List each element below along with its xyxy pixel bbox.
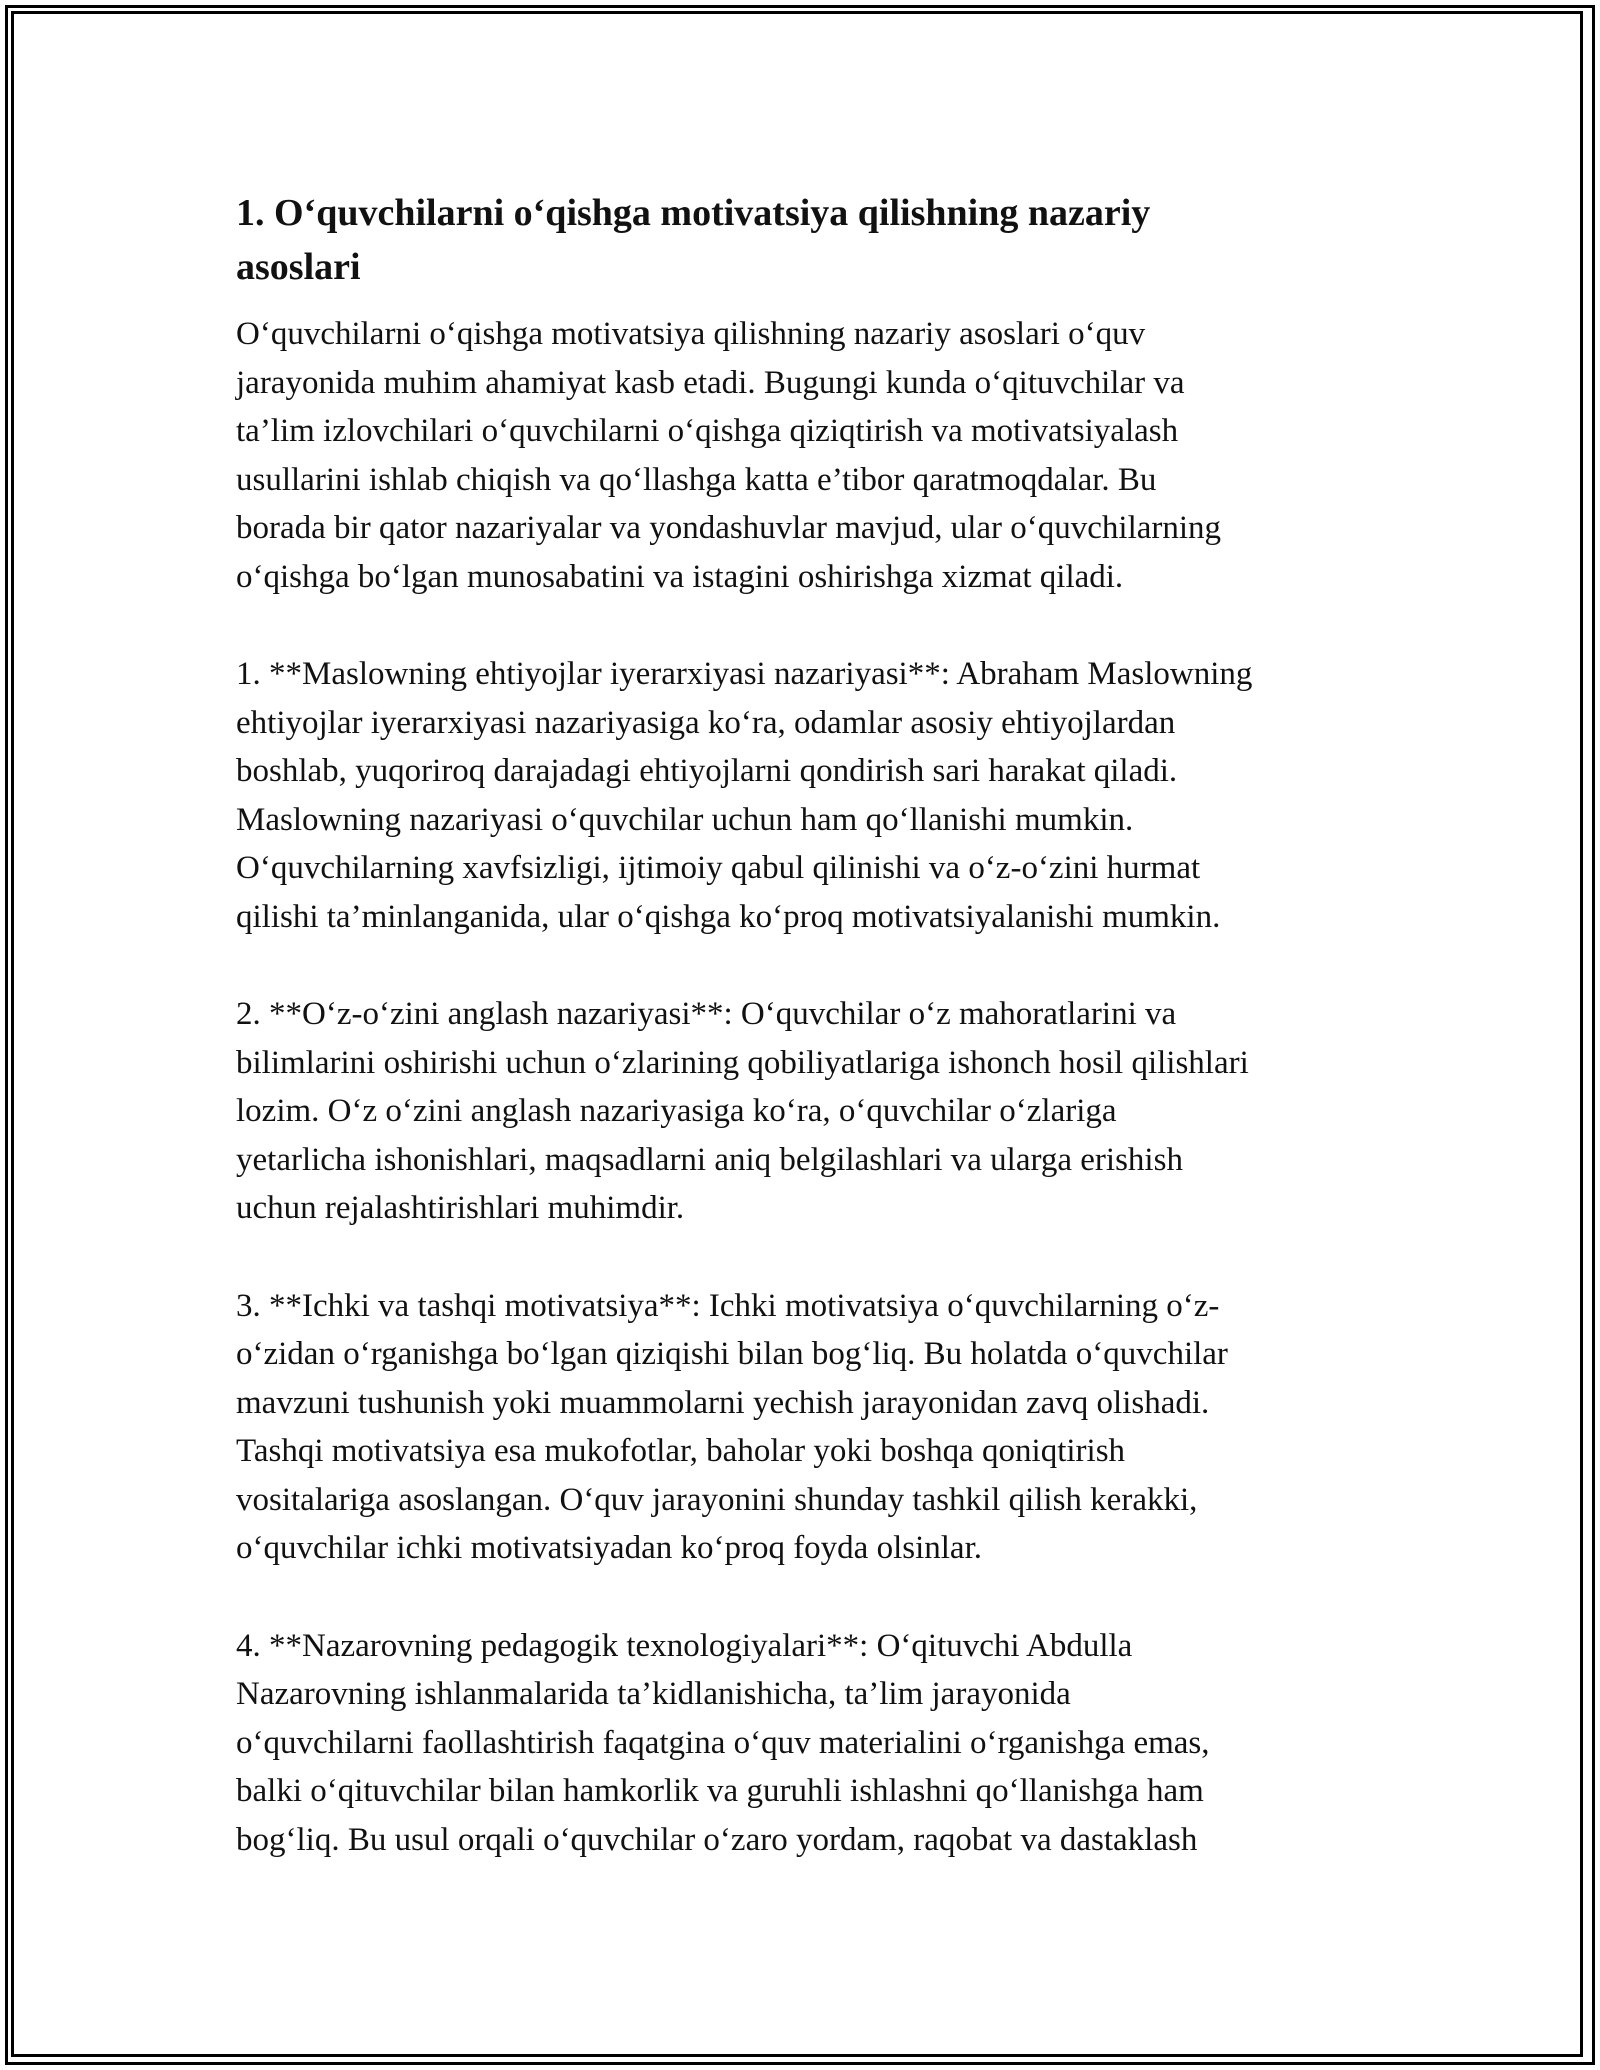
list-item-nazarov: 4. **Nazarovning pedagogik texnologiyalari**: O‘qituvchi Abdulla Nazarovning ishlanmalarida ta’kidlanishicha, ta’lim jarayonida o‘quvchilarni faollashtirish faqatgina o‘quv materialini o‘rganishga emas, balki o‘qituvchilar bilan hamkorlik va guruhli ishlashni qo‘llanishga ham bog‘liq. Bu usul orqali o‘quvchilar o‘zaro yordam, raqobat va dastaklash <box>236 1627 1210 1858</box>
list-item-self-awareness: 2. **O‘z-o‘zini anglash nazariyasi**: O‘quvchilar o‘z mahoratlarini va bilimlarini oshirishi uchun o‘zlarining qobiliyatlariga ishonch hosil qilishlari lozim. O‘z o‘zini anglash nazariyasiga ko‘ra, o‘quvchilar o‘zlariga yetarlicha ishonishlari, maqsadlarni aniq belgilashlari va ularga erishish uchun rejalashtirishlari muhimdir. <box>236 996 1249 1226</box>
intro-paragraph: O‘quvchilarni o‘qishga motivatsiya qilishning nazariy asoslari o‘quv jarayonida muhim ahamiyat kasb etadi. Bugungi kunda o‘qituvchilar va ta’lim izlovchilari o‘quvchilarni o‘qishga qiziqtirish va motivatsiyalash usullarini ishlab chiqish va qo‘llashga katta e’tibor qaratmoqdalar. Bu borada bir qator nazariyalar va yondashuvlar mavjud, ular o‘quvchilarning o‘qishga bo‘lgan munosabatini va istagini oshirishga xizmat qiladi. <box>236 316 1222 595</box>
document-body <box>236 186 1376 1864</box>
list-item-motivation-types: 3. **Ichki va tashqi motivatsiya**: Ichki motivatsiya o‘quvchilarning o‘z- o‘zidan o‘rganishga bo‘lgan qiziqishi bilan bog‘liq. Bu holatda o‘quvchilar mavzuni tushunish yoki muammolarni yechish jarayonidan zavq olishadi. Tashqi motivatsiya esa mukofotlar, baholar yoki boshqa qoniqtirish vositalariga asoslangan. O‘quv jarayonini shunday tashkil qilish kerakki, o‘quvchilar ichki motivatsiyadan ko‘proq foyda olsinlar. <box>236 1287 1228 1566</box>
paragraph-spacer <box>236 601 1376 650</box>
heading-spacer <box>236 294 1376 310</box>
list-item-maslow: 1. **Maslowning ehtiyojlar iyerarxiyasi nazariyasi**: Abraham Maslowning ehtiyojlar iyerarxiyasi nazariyasiga ko‘ra, odamlar asosiy ehtiyojlardan boshlab, yuqoriroq darajadagi ehtiyojlarni qondirish sari harakat qiladi. Maslowning nazariyasi o‘quvchilar uchun ham qo‘llanishi mumkin. O‘quvchilarning xavfsizligi, ijtimoiy qabul qilinishi va o‘z-o‘zini hurmat qilishi ta’minlanganida, ular o‘qishga ko‘proq motivatsiyalanishi mumkin. <box>236 656 1253 935</box>
paragraph-spacer <box>236 941 1376 990</box>
paragraph-spacer <box>236 1233 1376 1282</box>
section-heading: 1. O‘quvchilarni o‘qishga motivatsiya qilishning nazariy asoslari <box>236 192 1151 288</box>
paragraph-spacer <box>236 1573 1376 1622</box>
